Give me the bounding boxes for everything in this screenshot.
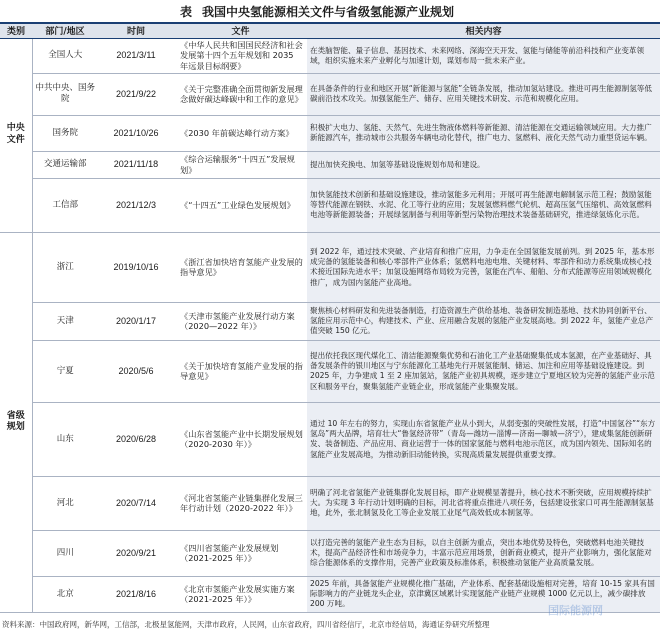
row-document: 《关于加快培育氢能产业发展的指导意见》: [174, 340, 307, 402]
row-document: 《浙江省加快培育氢能产业发展的指导意见》: [174, 232, 307, 302]
row-time: 2021/11/18: [98, 151, 174, 178]
table-row: [0, 151, 660, 178]
row-content: 2025 年前，具备氢能产业规模化推广基础，产业体系、配套基础设施相对完善，培育 10-15 家具有国际影响力的产业链龙头企业，京津冀区域累计实现氢能产业链产业规模 1000 亿元以上，减少碳排放 200 万吨。: [307, 576, 660, 612]
row-document: 《山东省氢能产业中长期发展规划（2020-2030 年）》: [174, 402, 307, 476]
table-row: [0, 302, 660, 340]
row-time: 2021/12/3: [98, 178, 174, 232]
table-title: 我国中央氢能源相关文件与省级氢能源产业规划: [202, 4, 455, 19]
row-department: 宁夏: [32, 340, 98, 402]
row-department: 全国人大: [32, 38, 98, 73]
row-department: 国务院: [32, 115, 98, 151]
row-department: 交通运输部: [32, 151, 98, 178]
row-document: 《四川省氢能产业发展规划（2021-2025 年）》: [174, 530, 307, 576]
row-content: 加快氢能技术创新和基础设施建设，推动氢能多元利用；开展可再生能源电解制氢示范工程；鼓励氢能等替代能源在钢铁、水泥、化工等行业的应用；发展氢燃料燃气轮机、超高压氢气压缩机、高效氢燃料电池等新能源装备；开展绿氢制备与利用等新型污染物治理技术装备基础研究，推进绿氢炼化示范。: [307, 178, 660, 232]
category-central: 中央文件: [0, 38, 32, 232]
row-department: 四川: [32, 530, 98, 576]
row-time: 2021/8/16: [98, 576, 174, 612]
row-document: 《天津市氢能产业发展行动方案（2020—2022 年）》: [174, 302, 307, 340]
source-note: 资料来源：中国政府网，新华网，工信部，北极星氢能网，天津市政府，人民网，山东省政府，四川省经信厅，北京市经信局，海通证券研究所整理: [2, 620, 490, 629]
row-department: 北京: [32, 576, 98, 612]
row-time: 2020/9/21: [98, 530, 174, 576]
table-row: [0, 402, 660, 476]
row-document: 《北京市氢能产业发展实施方案（2021-2025 年）》: [174, 576, 307, 612]
table-row: [0, 115, 660, 151]
row-department: 工信部: [32, 178, 98, 232]
table-row: [0, 232, 660, 302]
header-document: 文件: [174, 24, 307, 38]
table-header-row: [0, 24, 660, 38]
table-row: [0, 340, 660, 402]
row-department: 天津: [32, 302, 98, 340]
row-time: 2020/5/6: [98, 340, 174, 402]
row-department: 浙江: [32, 232, 98, 302]
category-provincial: 省级规划: [0, 232, 32, 612]
table-row: [0, 73, 660, 115]
table-row: [0, 530, 660, 576]
row-department: 河北: [32, 476, 98, 530]
row-content: 在具备条件的行业和地区开展“新能源与氢能”全链条发展，推动加氢站建设。推进可再生能源制氢等低碳前沿技术攻关。加强氢能生产、储存、应用关键技术研发、示范和规模化应用。: [307, 73, 660, 115]
row-time: 2021/9/22: [98, 73, 174, 115]
row-time: 2021/3/11: [98, 38, 174, 73]
row-content: 明确了河北省氢能产业链集群化发展目标，即产业规模显著提升，核心技术不断突破，应用规模持续扩大。为实现 3 年行动计划明确的目标，河北省将重点推进八项任务，包括建设张家口可再生能源制氢基地，此外，张北制氢及化工等企业发展工业尾气高效低成本制氢等。: [307, 476, 660, 530]
row-document: 《河北省氢能产业链集群化发展三年行动计划（2020-2022 年）》: [174, 476, 307, 530]
row-content: 到 2022 年，通过技术突破、产业培育和推广应用，力争走在全国氢能发展前列。到 2025 年，基本形成完备的氢能装备和核心零部件产业体系；氢燃料电池电堆、关键材料、零部件和动力系统集成核心技术接近国际先进水平；加氢设施网络布局较为完善，氢能在汽车、船舶、分布式能源等应用领域规模化推广，成为国内氢能产业高地。: [307, 232, 660, 302]
row-department: 中共中央、国务院: [32, 73, 98, 115]
watermark-logo: 国际能源网: [548, 604, 603, 617]
row-content: 以打造完善的氢能产业生态为目标，以自主创新为重点，突出本地优势及特色，突破燃料电池关键技术，提高产品经济性和市场竞争力，丰富示范应用场景，创新商业模式，提升产业影响力，强化氢能对综合能源体系的支撑作用，完善产业政策及标准体系，积极推动氢能产业高质量发展。: [307, 530, 660, 576]
row-time: 2020/7/14: [98, 476, 174, 530]
table-title-row: [0, 0, 660, 24]
header-category: 类别: [0, 24, 32, 38]
row-content: 在类脑智能、量子信息、基因技术、未来网络、深海空天开发、氢能与储能等前沿科技和产业变革领域，组织实施未来产业孵化与加速计划，谋划布局一批未来产业。: [307, 38, 660, 73]
row-content: 通过 10 年左右的努力，实现山东省氢能产业从小到大，从弱变强的突破性发展，打造“中国氢谷”“东方氢岛”两大品牌，培育壮大“鲁氢经济带”（青岛—潍坊—淄博—济南—聊城—济宁），建成集氢能创新研发、装备制造、产品应用、商业运营于一体的国家氢能与燃料电池示范区，成为国内领先、国际知名的氢能产业发展高地，为推动新旧动能转换，实现高质量发展提供重要支撑。: [307, 402, 660, 476]
row-department: 山东: [32, 402, 98, 476]
table-row: [0, 178, 660, 232]
row-content: 聚焦核心材料研发和先进装备制造，打造资源生产供给基地、装备研发制造基地、技术协同创新平台、氢能应用示范中心，构建技术、产业、应用融合发展的氢能产业发展高地。到 2022 年，氢能产业总产值突破 150 亿元。: [307, 302, 660, 340]
row-document: 《2030 年前碳达峰行动方案》: [174, 115, 307, 151]
policy-table: [0, 24, 660, 613]
row-content: 提出依托我区现代煤化工、清洁能源聚集优势和石油化工产业基础聚集低成本氢源，在产业基础好、具备发展条件的银川地区与宁东能源化工基地先行开展氢能制、储运、加注和应用等基础设施建设。到 2025 年，力争建成 1 至 2 座加氢站，氢能产业初具规模，逐步建立宁夏地区较为完善的氢能产业示范区和服务平台，聚集氢能产业链企业，形成氢能产业集聚发展。: [307, 340, 660, 402]
row-document: 《“十四五”工业绿色发展规划》: [174, 178, 307, 232]
row-document: 《中华人民共和国国民经济和社会发展第十四个五年规划和 2035 年远景目标纲要》: [174, 38, 307, 73]
header-content: 相关内容: [307, 24, 660, 38]
table-row: [0, 38, 660, 73]
row-time: 2020/6/28: [98, 402, 174, 476]
row-content: 积极扩大电力、氢能、天然气、先进生物液体燃料等新能源、清洁能源在交通运输领域应用。大力推广新能源汽车，推动城市公共服务车辆电动化替代，推广电力、氢燃料、液化天然气动力重型货运车辆。: [307, 115, 660, 151]
row-time: 2021/10/26: [98, 115, 174, 151]
row-document: 《综合运输服务“十四五”发展规划》: [174, 151, 307, 178]
header-time: 时间: [98, 24, 174, 38]
header-department: 部门/地区: [32, 24, 98, 38]
table-row: [0, 476, 660, 530]
row-document: 《关于完整准确全面贯彻新发展理念做好碳达峰碳中和工作的意见》: [174, 73, 307, 115]
table-label: 表: [180, 4, 193, 19]
row-content: 提出加快充换电、加氢等基础设施规划布局和建设。: [307, 151, 660, 178]
row-time: 2019/10/16: [98, 232, 174, 302]
row-time: 2020/1/17: [98, 302, 174, 340]
